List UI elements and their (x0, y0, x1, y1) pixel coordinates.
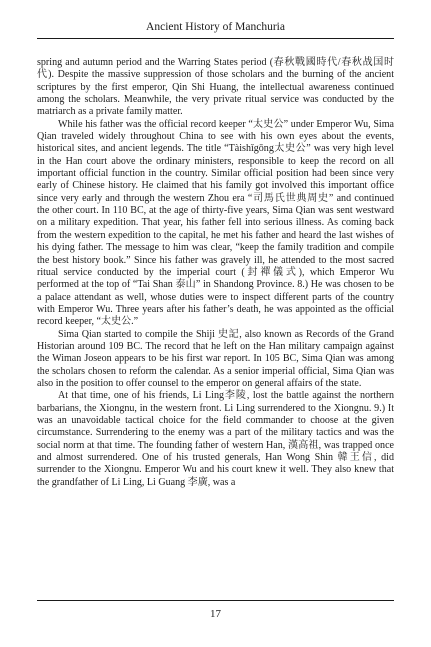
paragraph-shiji: Sima Qian started to compile the Shiji 史記, also known as Records of the Grand Historian around 109 BC. The record that he left on the Han military campaign against the Wiman Joseon appears to be his first war report. In 105 BC, Sima Qian was among the scholars chosen to reform the calendar. As a senior imperial official, Sima Qian was also in the position to offer counsel to the emperor on general affairs of the state. (37, 328, 394, 389)
running-title: Ancient History of Manchuria (146, 21, 285, 33)
paragraph-sima-qian-father: While his father was the official record keeper “太史公” under Emperor Wu, Sima Qian traveled widely throughout China to see with his own eyes about the events, historical sites, and ancient legends. The title “Tàishǐgōng太史公” was very high level in the Han court above the ordinary ministers, responsible to keep the record on all important official function in the country. Similar official position had been since very early of Chinese history. He claimed that his family got involved this important office since very early and through the western Zhou era “司馬氏世典周史” and continued the other court. In 110 BC, at the age of thirty-five years, Sima Qian was sent westward on a military expedition. That year, his father fell into serious illness. As coming back from the western expedition to the capital, he met his father and heard the last wishes of his dying father. The message to him was clear, “keep the family tradition and compile the best history book.” Since his father was gravely ill, he attended to the most sacred ritual service conducted by the imperial court (封禪儀式), which Emperor Wu performed at the top of “Tai Shan 泰山” in Shandong Province. 8.) He was chosen to be a palace attendant as well, whose duties were to inspect different parts of the country with Emperor Wu. Three years after his father’s death, he was appointed as the official record keeper, “太史公.” (37, 118, 394, 328)
body-text (37, 57, 394, 489)
page-number: 17 (210, 608, 221, 620)
paragraph-li-ling: At that time, one of his friends, Li Ling李陵, lost the battle against the northern barbarians, the Xiongnu, in the western front. Li Ling surrendered to the Xiongnu. 9.) It was an unavoidable tactical choice for the field commander to choose at the given circumstance. Surrendering to the enemy was a part of the military tactics and was the social norm at that time. The founding father of western Han, 漢高祖, was trapped once and almost surrendered. One of his trusted generals, Han Wong Shin 韓王信, did surrender to the Xiongnu. Emperor Wu and his court knew it well. They also knew that the grandfather of Li Ling, Li Guang 李廣, was a (37, 390, 394, 488)
running-header (37, 16, 394, 39)
paragraph-continuation: spring and autumn period and the Warring States period (春秋戰國時代/春秋战国时代). Despite the massive suppression of those scholars and the burning of the ancient scriptures by the first emperor, Qin Shi Huang, the intellectual awareness continued among the scholars. Meanwhile, the very private ritual service was conducted by the matriarch as a private family matter. (37, 57, 394, 118)
page-footer (37, 600, 394, 620)
